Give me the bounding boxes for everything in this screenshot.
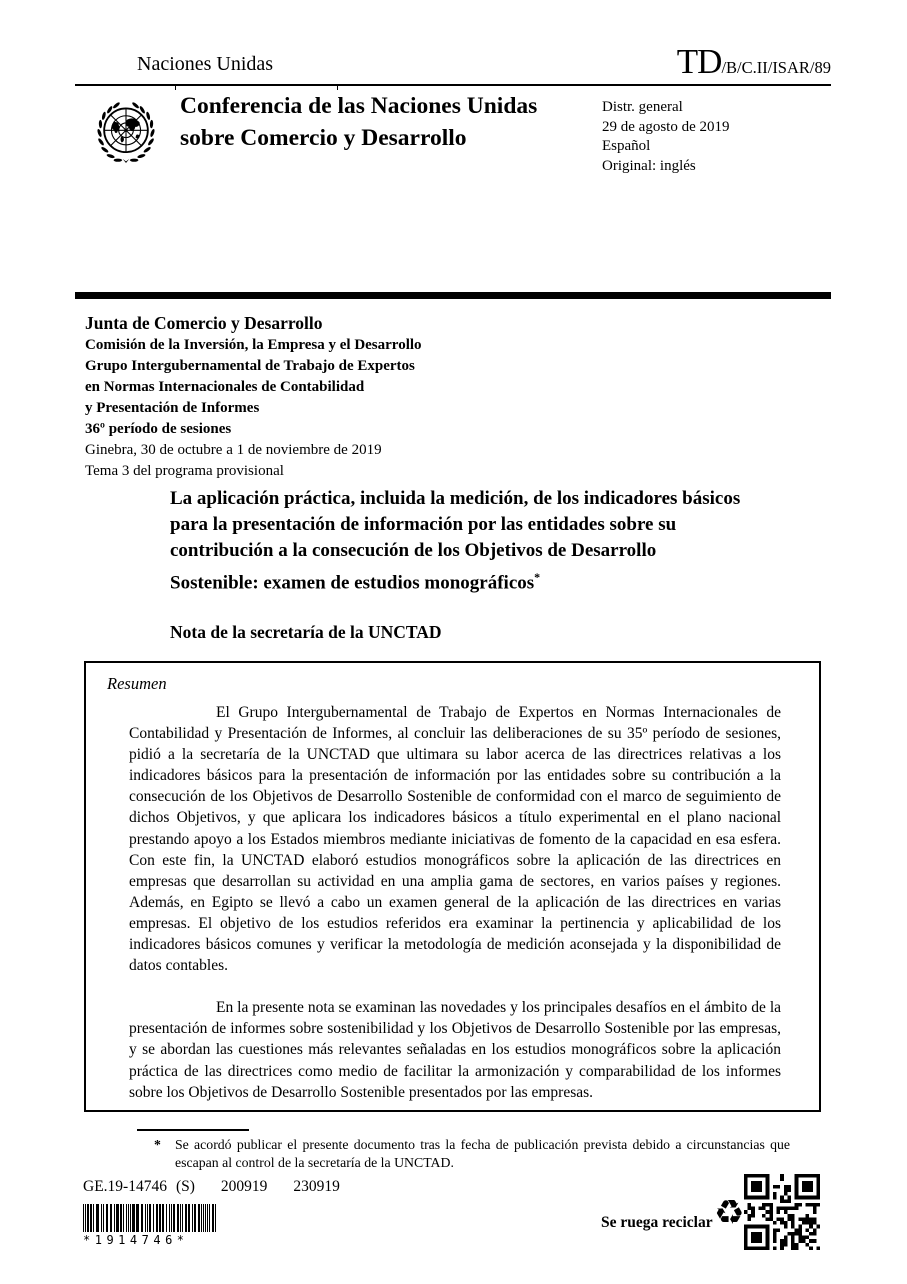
language-code: (S) bbox=[175, 1178, 195, 1195]
qr-code bbox=[744, 1174, 820, 1250]
doc-symbol bbox=[677, 42, 831, 82]
barcode bbox=[83, 1204, 223, 1247]
document-title bbox=[170, 486, 748, 596]
distr-language: Español bbox=[602, 138, 651, 154]
distribution-block bbox=[602, 98, 729, 176]
un-name-label: Naciones Unidas bbox=[137, 53, 274, 75]
org-title bbox=[180, 90, 537, 154]
ge-number: GE.19-14746 bbox=[83, 1178, 167, 1195]
distr-type: Distr. general bbox=[602, 99, 683, 115]
distr-original: Original: inglés bbox=[602, 157, 696, 174]
document-title-text: La aplicación práctica, incluida la medición, de los indicadores básicos para la presentación de información por las entidades sobre su contribución a la consecución de los Objetivos de Desarrollo Sostenible: examen de estudios monográficos bbox=[170, 488, 741, 594]
session-group-line2: en Normas Internacionales de Contabilidad bbox=[85, 379, 365, 395]
session-commission: Comisión de la Inversión, la Empresa y el Desarrollo bbox=[85, 337, 422, 353]
footnote-marker: * bbox=[154, 1137, 161, 1152]
title-footnote-marker: * bbox=[534, 570, 541, 584]
session-board: Junta de Comercio y Desarrollo bbox=[85, 313, 323, 333]
session-place-date: Ginebra, 30 de octubre a 1 de noviembre de 2019 bbox=[85, 442, 382, 458]
barcode-bars bbox=[83, 1204, 219, 1232]
session-number: 36º período de sesiones bbox=[85, 421, 232, 437]
summary-box bbox=[84, 661, 821, 1112]
session-group-line1: Grupo Intergubernamental de Trabajo de Expertos bbox=[85, 358, 415, 374]
recycle-icon: ♻ bbox=[714, 1193, 745, 1233]
date-code-2: 230919 bbox=[293, 1178, 340, 1195]
org-title-line2: sobre Comercio y Desarrollo bbox=[180, 125, 467, 151]
summary-paragraph-1: El Grupo Intergubernamental de Trabajo de Expertos en Normas Internacionales de Contabilidad y Presentación de Informes, al concluir las deliberaciones de su 35º período de sesiones, pidió a la secretaría de la UNCTAD que ultimara su labor acerca de las directrices relativas a los indicadores básicos para la presentación de información por las entidades sobre su contribución a la consecución de los Objetivos de Desarrollo Sostenible de conformidad con el marco de seguimiento de dichos Objetivos, y que aplicara los indicadores básicos a título experimental en el plano nacional prestando apoyo a los Estados miembros mediante iniciativas de fomento de la capacidad en esa esfera. Con este fin, la UNCTAD elaboró estudios monográficos sobre la aplicación de las directrices en empresas que desarrollan su actividad en una amplia gama de sectores, en varios países y regiones. Además, en Egipto se llevó a cabo un examen general de la aplicación de las directrices en varias empresas. El objetivo de los estudios referidos era examinar la pertinencia y aplicabilidad de los indicadores básicos comunes y verificar la metodología de medición aconsejada y la disponibilidad de datos contables. bbox=[129, 704, 781, 975]
distr-date: 29 de agosto de 2019 bbox=[602, 118, 730, 135]
barcode-text: *1914746* bbox=[83, 1233, 189, 1247]
ge-reference-line bbox=[83, 1178, 340, 1196]
summary-heading: Resumen bbox=[107, 674, 167, 693]
document-subtitle: Nota de la secretaría de la UNCTAD bbox=[170, 622, 442, 642]
session-group-line3: y Presentación de Informes bbox=[85, 400, 260, 416]
org-title-line1: Conferencia de las Naciones Unidas bbox=[180, 93, 538, 119]
session-agenda-item: Tema 3 del programa provisional bbox=[85, 463, 284, 479]
session-block bbox=[85, 312, 422, 482]
header-divider bbox=[75, 84, 831, 86]
summary-paragraph-2: En la presente nota se examinan las novedades y los principales desafíos en el ámbito de la presentación de informes sobre sostenibilidad y los Objetivos de Desarrollo Sostenible por las empresas, y se abordan las cuestiones más relevantes señaladas en los estudios monográficos sobre la aplicación práctica de las directrices como medio de facilitar la armonización y comparabilidad de los informes sobre los Objetivos de Desarrollo Sostenible presentados por las empresas. bbox=[129, 999, 781, 1101]
footnote-text: Se acordó publicar el presente documento tras la fecha de publicación prevista debido a circunstancias que escapan al control de la secretaría de la UNCTAD. bbox=[175, 1137, 790, 1170]
recycle-label: Se ruega reciclar bbox=[601, 1214, 713, 1231]
un-emblem-icon bbox=[84, 90, 168, 184]
doc-symbol-suffix: /B/C.II/ISAR/89 bbox=[721, 58, 831, 77]
ruler-tick bbox=[175, 86, 176, 90]
doc-symbol-prefix: TD bbox=[676, 42, 722, 81]
footnote-divider bbox=[137, 1129, 249, 1131]
date-code-1: 200919 bbox=[220, 1178, 268, 1195]
footnote bbox=[154, 1136, 790, 1171]
section-divider-bar bbox=[75, 292, 831, 299]
